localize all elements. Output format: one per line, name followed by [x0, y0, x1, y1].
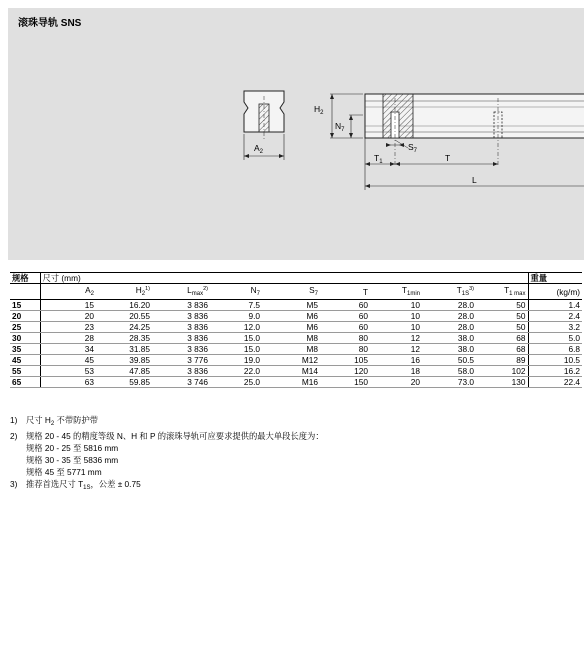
s7-cell: M6: [262, 311, 320, 322]
t1min-cell: 12: [370, 344, 422, 355]
dimensions-header: 尺寸 (mm): [40, 273, 528, 284]
size-cell: 35: [10, 344, 40, 355]
a2-cell: 20: [40, 311, 96, 322]
h2-cell: 39.85: [96, 355, 152, 366]
footnote-text: 规格 20 - 45 的精度等级 N、H 和 P 的滚珠导轨可应要求提供的最大单段长度为：: [26, 431, 324, 441]
t-cell: 60: [320, 322, 370, 333]
footnote-text-post: ，公差 ± 0.75: [90, 479, 141, 489]
a2-cell: 53: [40, 366, 96, 377]
a2-cell: 15: [40, 300, 96, 311]
t1min-cell: 10: [370, 322, 422, 333]
h2-cell: 24.25: [96, 322, 152, 333]
h2-label: $H_2$: [314, 104, 324, 116]
page-title: 滚珠导轨 SNS: [18, 18, 82, 29]
lmax-cell: 3 836: [152, 344, 210, 355]
weight-header: 重量: [528, 273, 582, 284]
t1min-cell: 10: [370, 311, 422, 322]
height-dimensions: [330, 94, 363, 138]
footnote-text-pre: 尺寸 H: [26, 415, 51, 425]
footnote: [10, 466, 324, 478]
t-cell: 80: [320, 344, 370, 355]
t-cell: 80: [320, 333, 370, 344]
s7-cell: M12: [262, 355, 320, 366]
footnote: [10, 478, 324, 494]
col-h2: $H_2^{1)}$: [96, 284, 152, 300]
a2-cell: 45: [40, 355, 96, 366]
t-cell: 60: [320, 300, 370, 311]
lmax-cell: 3 836: [152, 366, 210, 377]
h2-cell: 20.55: [96, 311, 152, 322]
table-row: [10, 366, 582, 377]
s7-cell: M5: [262, 300, 320, 311]
weight-cell: 2.4: [528, 311, 582, 322]
n7-cell: 9.0: [210, 311, 262, 322]
rail-cross-section: [244, 91, 284, 160]
footnote-text-sub: 2: [50, 421, 55, 427]
n7-cell: 7.5: [210, 300, 262, 311]
t1max-cell: 68: [476, 333, 528, 344]
weight-cell: 5.0: [528, 333, 582, 344]
weight-cell: 3.2: [528, 322, 582, 333]
t1min-cell: 18: [370, 366, 422, 377]
lmax-cell: 3 836: [152, 311, 210, 322]
footnote-number: 3): [10, 479, 18, 489]
a2-cell: 23: [40, 322, 96, 333]
weight-cell: 16.2: [528, 366, 582, 377]
t1s-cell: 73.0: [422, 377, 476, 388]
t1max-cell: 50: [476, 300, 528, 311]
table-row: [10, 344, 582, 355]
n7-cell: 15.0: [210, 333, 262, 344]
lmax-cell: 3 776: [152, 355, 210, 366]
table-row: [10, 300, 582, 311]
footnote: [10, 430, 324, 442]
s7-label: $S_7$: [408, 142, 418, 154]
col-t1max: $T_{1 max}$: [476, 284, 528, 300]
footnote-text-post: 不带防护带: [54, 415, 99, 425]
drawing-panel: [8, 8, 584, 260]
size-cell: 65: [10, 377, 40, 388]
n7-cell: 22.0: [210, 366, 262, 377]
size-header: 规格: [10, 273, 40, 284]
h2-cell: 31.85: [96, 344, 152, 355]
t-cell: 120: [320, 366, 370, 377]
col-weight-unit: (kg/m): [528, 284, 582, 300]
t1min-cell: 10: [370, 300, 422, 311]
footnotes: [10, 414, 324, 494]
col-n7: $N_7$: [210, 284, 262, 300]
weight-cell: 22.4: [528, 377, 582, 388]
footnote: [10, 454, 324, 466]
t1s-cell: 28.0: [422, 311, 476, 322]
t1max-cell: 50: [476, 311, 528, 322]
t1max-cell: 89: [476, 355, 528, 366]
s7-cell: M8: [262, 344, 320, 355]
s7-cell: M8: [262, 333, 320, 344]
t-cell: 150: [320, 377, 370, 388]
t1min-cell: 20: [370, 377, 422, 388]
size-cell: 55: [10, 366, 40, 377]
col-a2: $A_2$: [40, 284, 96, 300]
t1s-cell: 38.0: [422, 344, 476, 355]
size-cell: 30: [10, 333, 40, 344]
pitch-dimensions: [365, 162, 498, 166]
table-header-row-2: [10, 284, 582, 300]
col-t1s: $T_{1S}^{3)}$: [422, 284, 476, 300]
t1max-cell: 68: [476, 344, 528, 355]
a2-cell: 28: [40, 333, 96, 344]
t1max-cell: 50: [476, 322, 528, 333]
lmax-cell: 3 836: [152, 322, 210, 333]
table-header-row-1: [10, 273, 582, 284]
col-t: T: [320, 284, 370, 300]
t1max-cell: 130: [476, 377, 528, 388]
footnote-text: 规格 45 至 5771 mm: [26, 467, 102, 477]
footnote-text: 规格 20 - 25 至 5816 mm: [26, 443, 119, 453]
t1s-cell: 38.0: [422, 333, 476, 344]
h2-cell: 28.35: [96, 333, 152, 344]
col-s7: $S_7$: [262, 284, 320, 300]
t1min-cell: 12: [370, 333, 422, 344]
t1s-cell: 58.0: [422, 366, 476, 377]
s7-cell: M14: [262, 366, 320, 377]
t-cell: 60: [320, 311, 370, 322]
a2-cell: 34: [40, 344, 96, 355]
l-label: L: [472, 175, 477, 185]
size-cell: 45: [10, 355, 40, 366]
rail-technical-drawing: [8, 8, 584, 260]
lmax-cell: 3 836: [152, 333, 210, 344]
s7-cell: M16: [262, 377, 320, 388]
footnote-number: 1): [10, 415, 18, 425]
table-row: [10, 333, 582, 344]
t1s-cell: 28.0: [422, 300, 476, 311]
footnote-text: 规格 30 - 35 至 5836 mm: [26, 455, 119, 465]
h2-cell: 59.85: [96, 377, 152, 388]
spec-table: [10, 272, 582, 388]
n7-cell: 15.0: [210, 344, 262, 355]
t-label: T: [445, 153, 451, 163]
s7-cell: M6: [262, 322, 320, 333]
n7-cell: 12.0: [210, 322, 262, 333]
n7-label: $N_7$: [335, 121, 345, 133]
t1min-cell: 16: [370, 355, 422, 366]
weight-cell: 6.8: [528, 344, 582, 355]
n7-cell: 19.0: [210, 355, 262, 366]
footnote: [10, 414, 324, 430]
footnote-text-sub: 1S: [83, 485, 91, 491]
a2-cell: 63: [40, 377, 96, 388]
s7-leader: [386, 140, 408, 148]
footnote-number: 2): [10, 431, 18, 441]
footnote-text-pre: 推荐首选尺寸 T: [26, 479, 84, 489]
table-row: [10, 355, 582, 366]
size-cell: 20: [10, 311, 40, 322]
size-cell: 15: [10, 300, 40, 311]
table-row: [10, 322, 582, 333]
col-t1min: $T_{1min}$: [370, 284, 422, 300]
t-cell: 105: [320, 355, 370, 366]
weight-cell: 1.4: [528, 300, 582, 311]
weight-cell: 10.5: [528, 355, 582, 366]
size-cell: 25: [10, 322, 40, 333]
lmax-cell: 3 836: [152, 300, 210, 311]
t1s-cell: 50.5: [422, 355, 476, 366]
t1max-cell: 102: [476, 366, 528, 377]
h2-cell: 16.20: [96, 300, 152, 311]
h2-cell: 47.85: [96, 366, 152, 377]
t1s-cell: 28.0: [422, 322, 476, 333]
table-row: [10, 377, 582, 388]
lmax-cell: 3 746: [152, 377, 210, 388]
table-row: [10, 311, 582, 322]
n7-cell: 25.0: [210, 377, 262, 388]
a2-label: $A_2$: [254, 143, 264, 155]
footnote: [10, 442, 324, 454]
col-lmax: $L_{max}^{2)}$: [152, 284, 210, 300]
t1-label: $T_1$: [374, 153, 383, 165]
